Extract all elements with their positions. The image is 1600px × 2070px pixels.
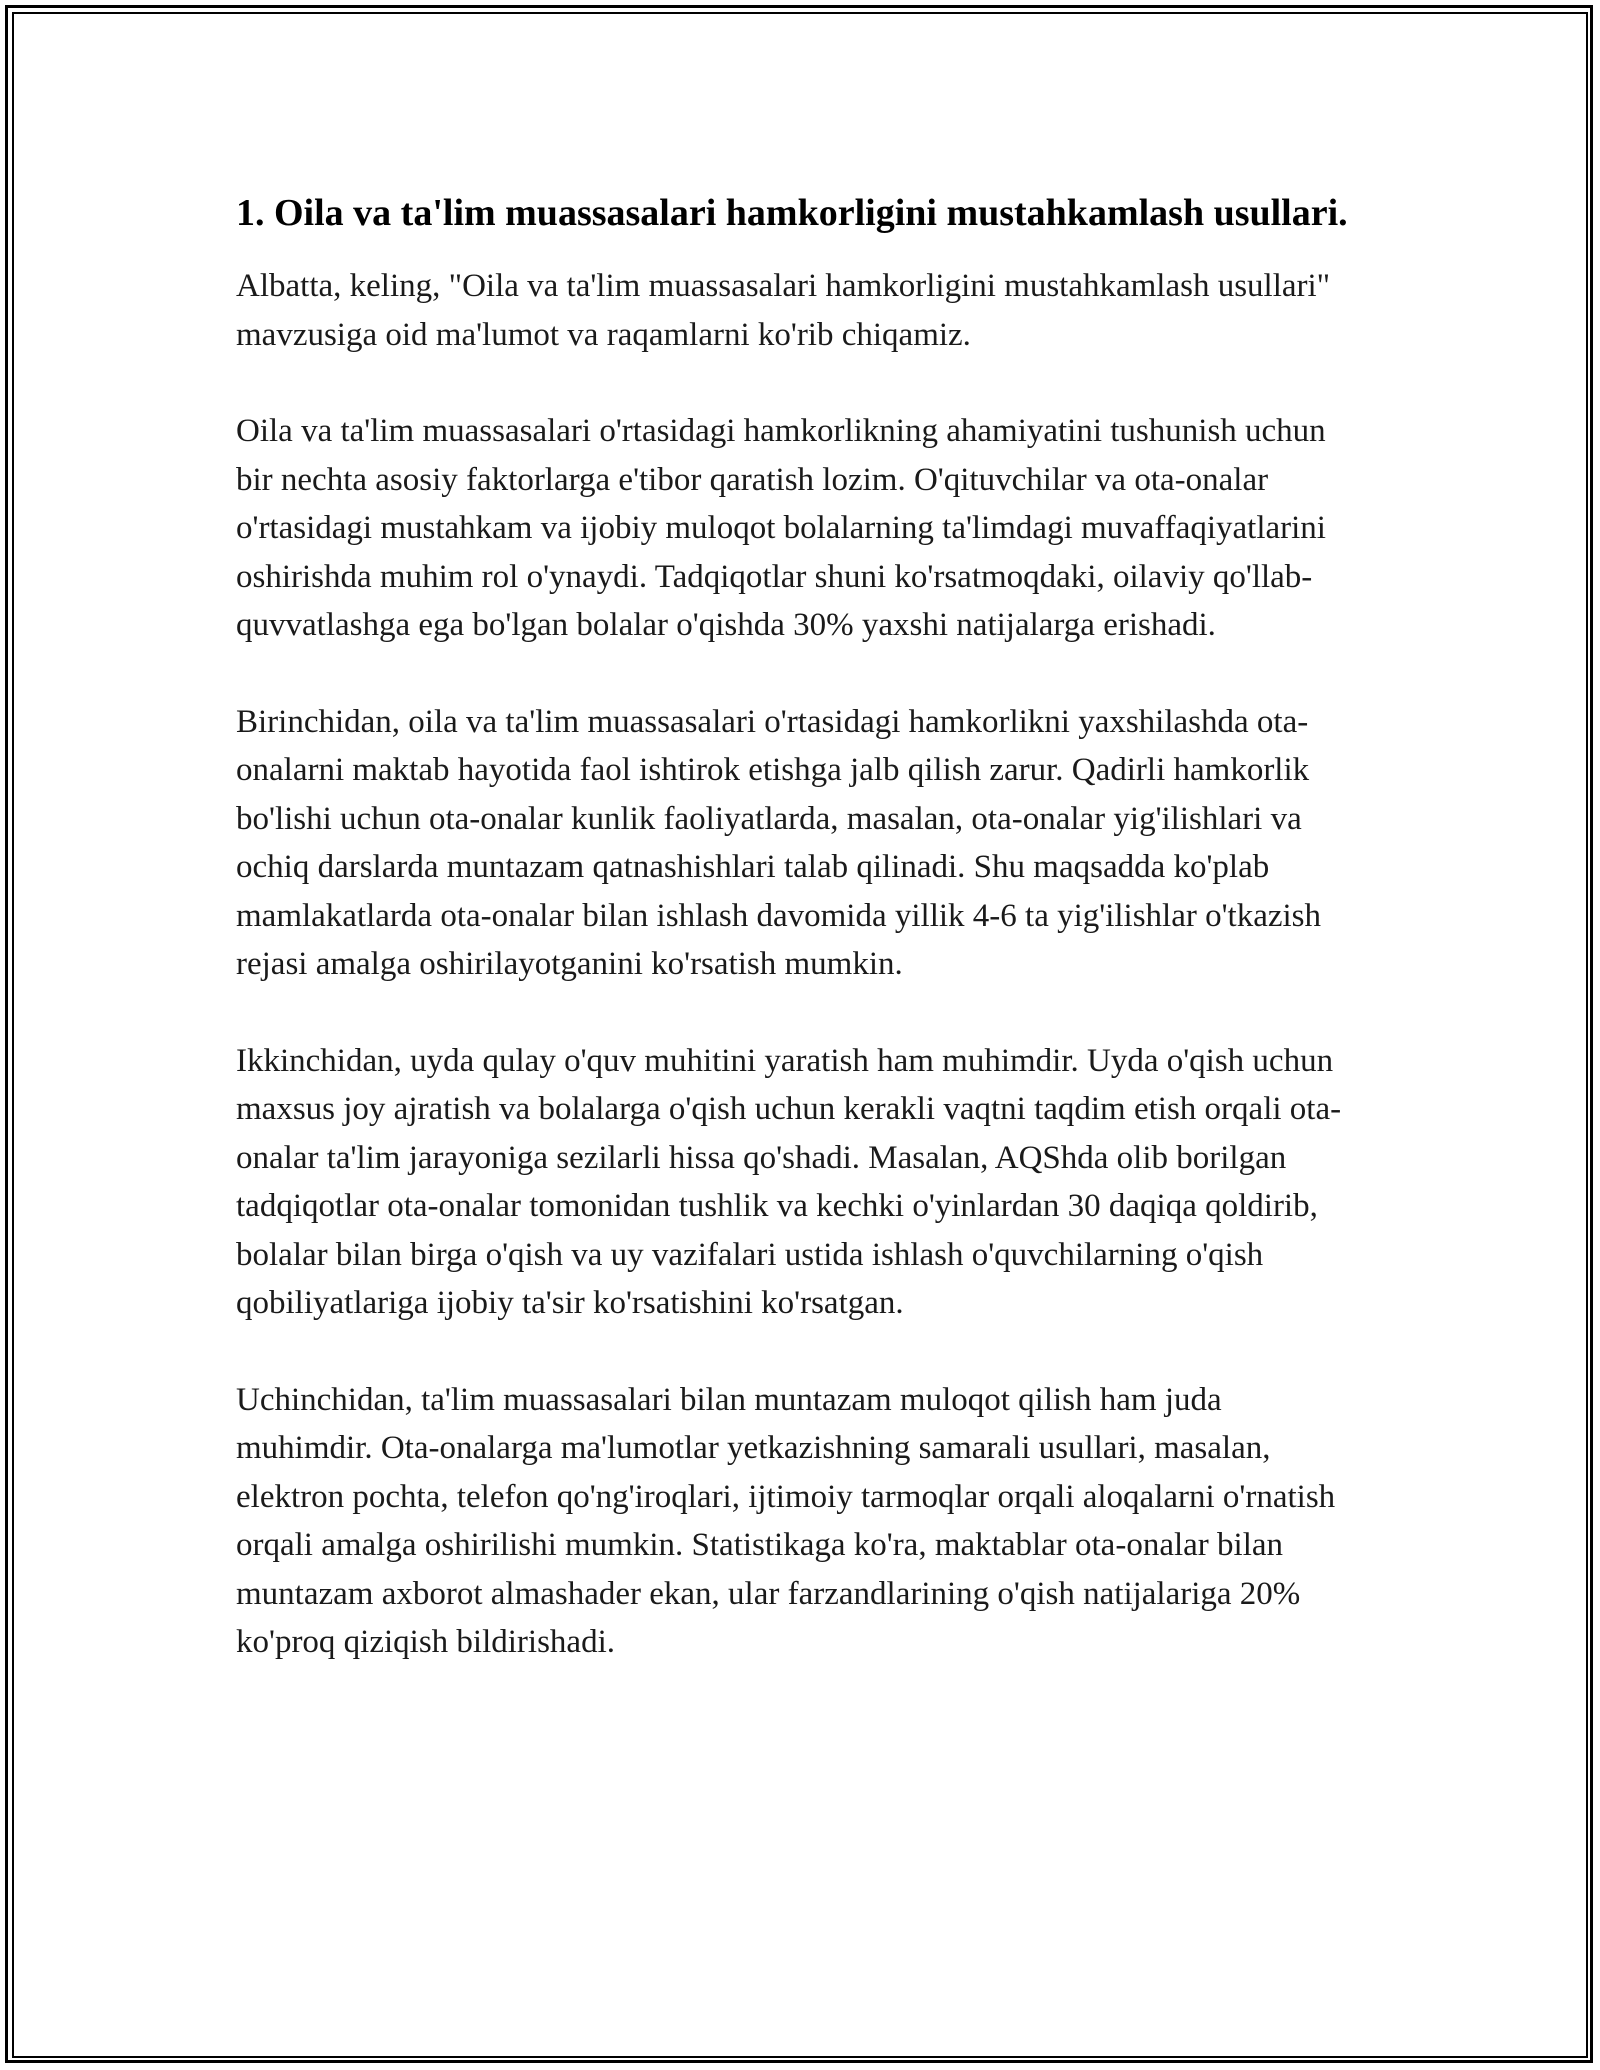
section-heading: 1. Oila va ta'lim muassasalari hamkorligini mustahkamlash usullari. — [236, 192, 1348, 234]
paragraph-intro: Albatta, keling, "Oila va ta'lim muassasalari hamkorligini mustahkamlash usullari" mavzusiga oid ma'lumot va raqamlarni ko'rib chiqamiz. — [236, 268, 1331, 353]
paragraph-second: Ikkinchidan, uyda qulay o'quv muhitini yaratish ham muhimdir. Uyda o'qish uchun maxsus joy ajratish va bolalarga o'qish uchun kerakli vaqtni taqdim etish orqali ota-onalar ta'lim jarayoniga sezilarli hissa qo'shadi. Masalan, AQShda olib borilgan tadqiqotlar ota-onalar tomonidan tushlik va kechki o'yinlardan 30 daqiqa qoldirib, bolalar bilan birga o'qish va uy vazifalari ustida ishlash o'quvchilarning o'qish qobiliyatlariga ijobiy ta'sir ko'rsatishini ko'rsatgan. — [236, 1042, 1342, 1321]
paragraph-importance: Oila va ta'lim muassasalari o'rtasidagi hamkorlikning ahamiyatini tushunish uchun bir nechta asosiy faktorlarga e'tibor qaratish lozim. O'qituvchilar va ota-onalar o'rtasidagi mustahkam va ijobiy muloqot bolalarning ta'limdagi muvaffaqiyatlarini oshirishda muhim rol o'ynaydi. Tadqiqotlar shuni ko'rsatmoqdaki, oilaviy qo'llab-quvvatlashga ega bo'lgan bolalar o'qishda 30% yaxshi natijalarga erishadi. — [236, 413, 1326, 643]
document-body — [236, 186, 1366, 1715]
paragraph-first: Birinchidan, oila va ta'lim muassasalari o'rtasidagi hamkorlikni yaxshilashda ota-onalarni maktab hayotida faol ishtirok etishga jalb qilish zarur. Qadirli hamkorlik bo'lishi uchun ota-onalar kunlik faoliyatlarda, masalan, ota-onalar yig'ilishlari va ochiq darslarda muntazam qatnashishlari talab qilinadi. Shu maqsadda ko'plab mamlakatlarda ota-onalar bilan ishlash davomida yillik 4-6 ta yig'ilishlar o'tkazish rejasi amalga oshirilayotganini ko'rsatish mumkin. — [236, 703, 1322, 982]
paragraph-third: Uchinchidan, ta'lim muassasalari bilan muntazam muloqot qilish ham juda muhimdir. Ota-onalarga ma'lumotlar yetkazishning samarali usullari, masalan, elektron pochta, telefon qo'ng'iroqlari, ijtimoiy tarmoqlar orqali aloqalarni o'rnatish orqali amalga oshirilishi mumkin. Statistikaga ko'ra, maktablar ota-onalar bilan muntazam axborot almashader ekan, ular farzandlarining o'qish natijalariga 20% ko'proq qiziqish bildirishadi. — [236, 1381, 1336, 1660]
